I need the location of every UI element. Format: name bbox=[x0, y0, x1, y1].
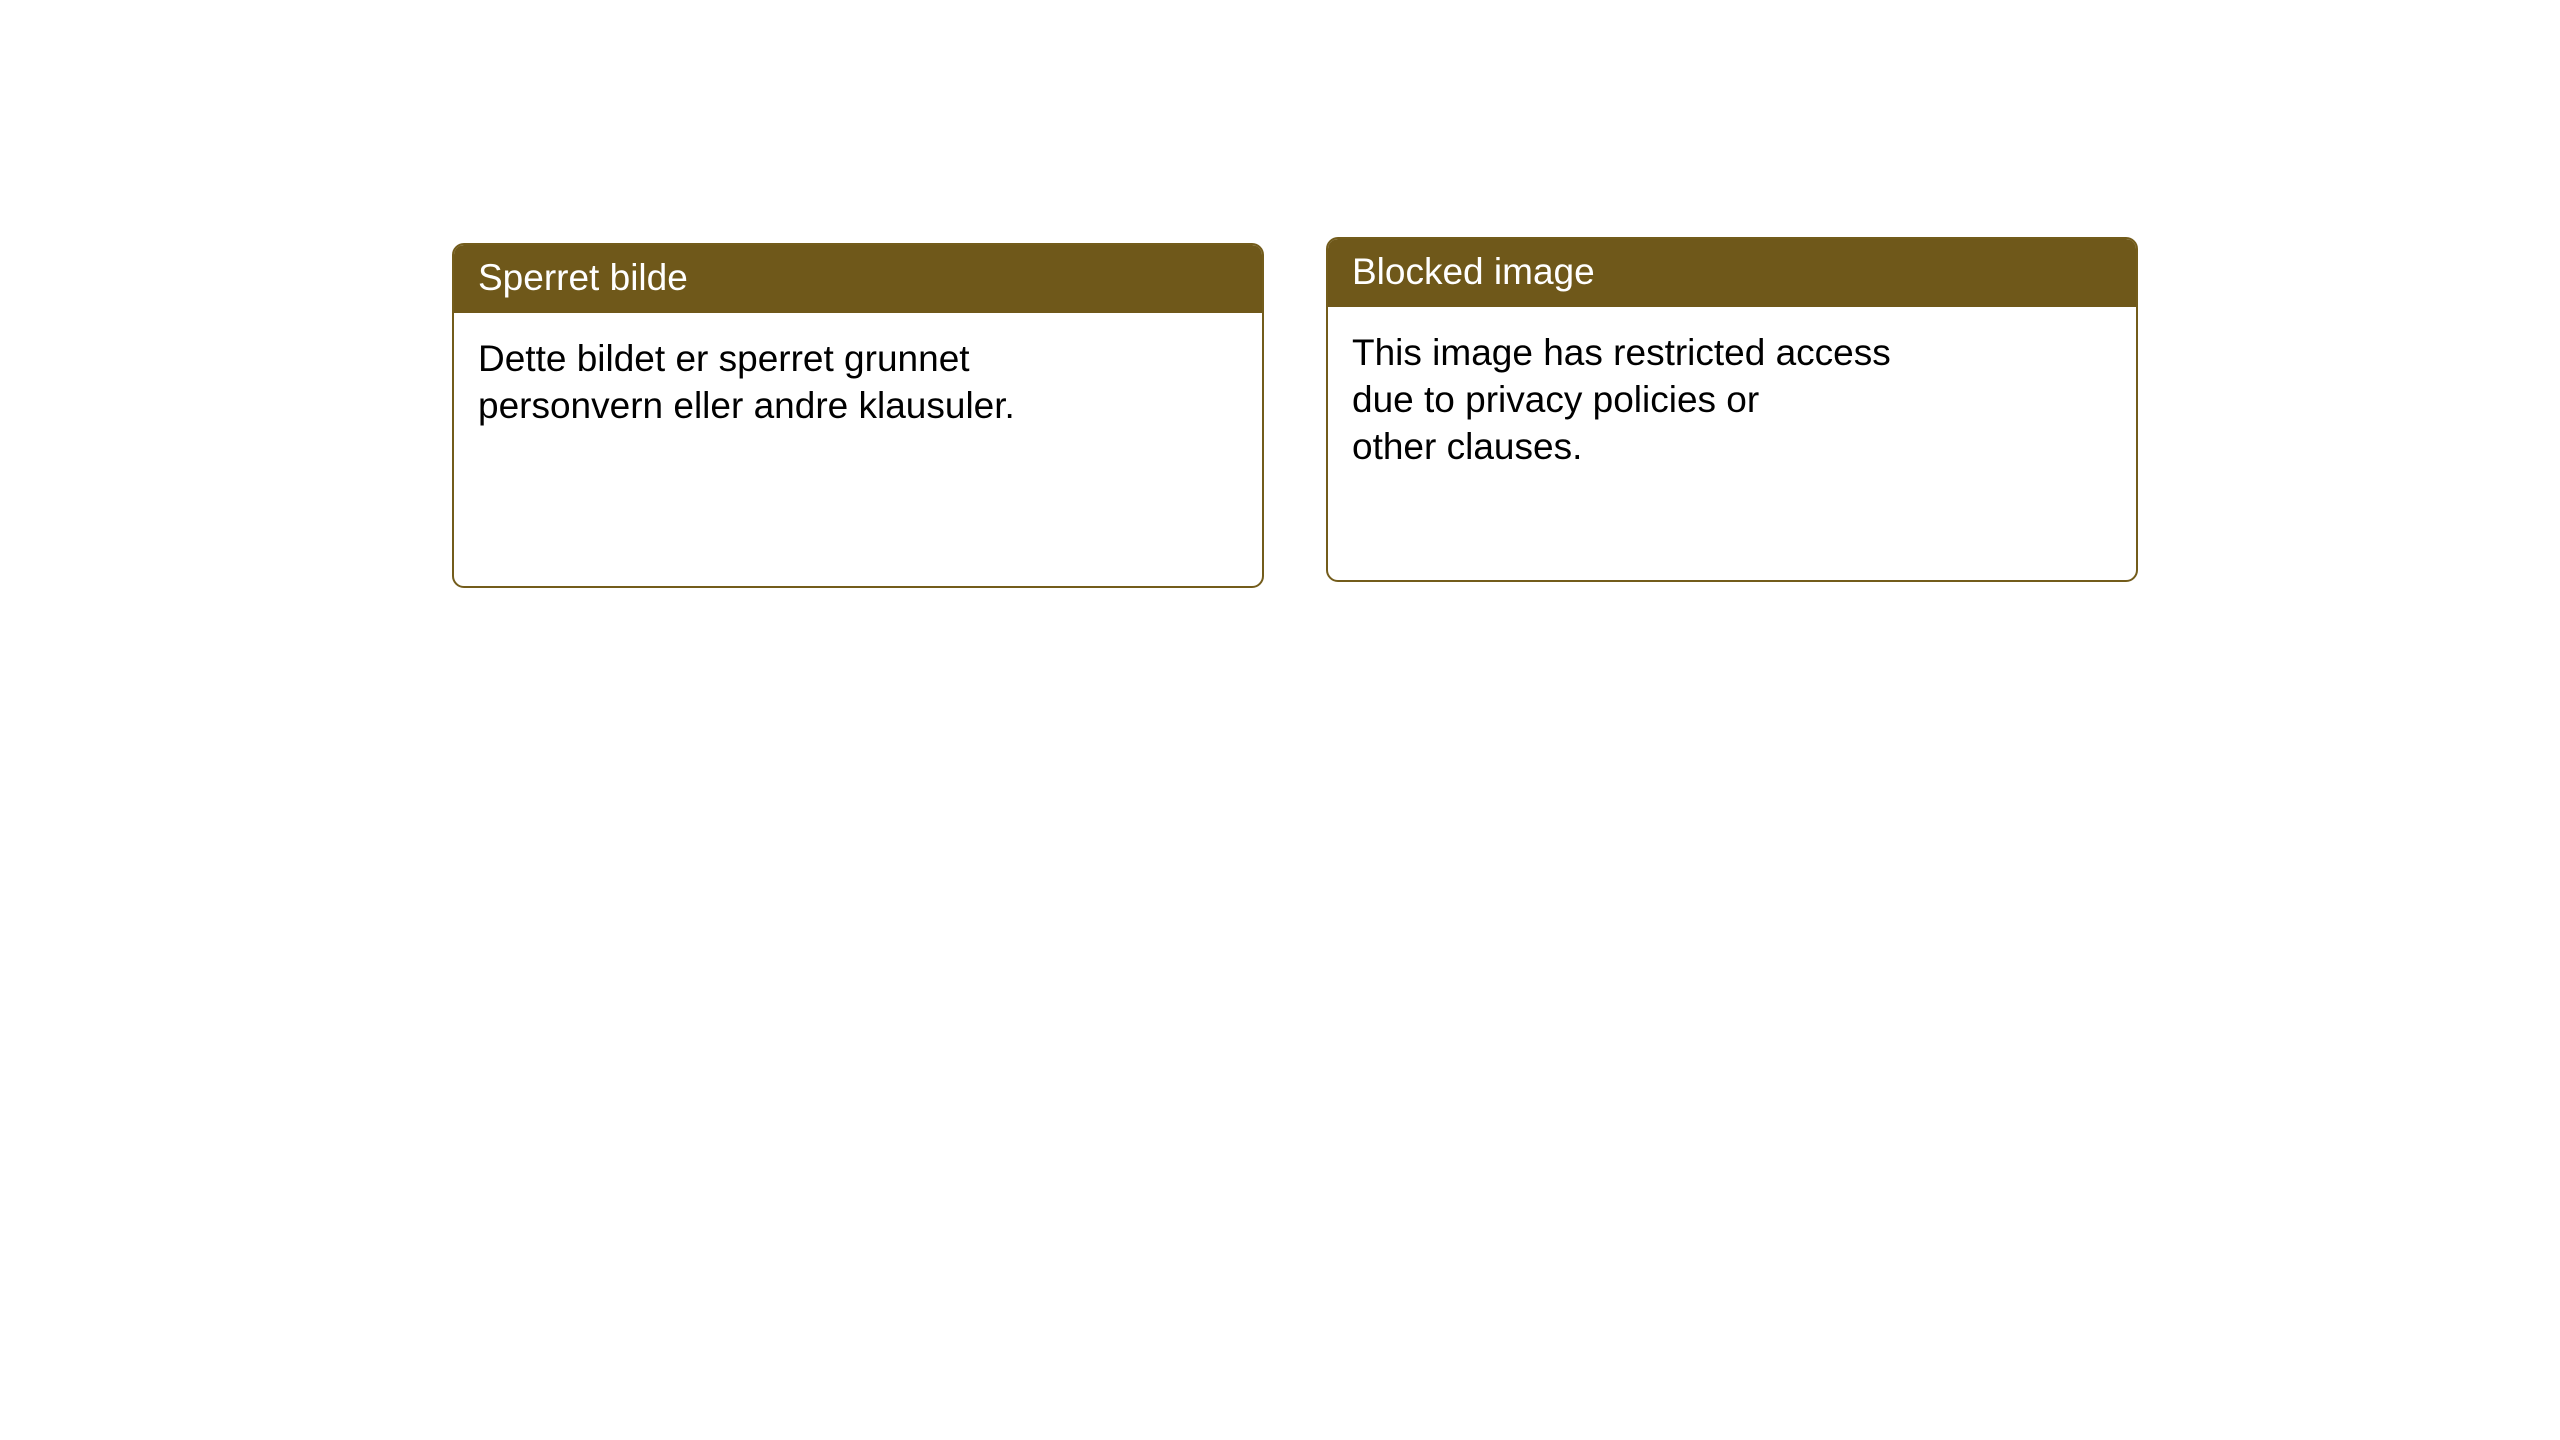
notice-title-no: Sperret bilde bbox=[454, 245, 1262, 313]
notice-body-line: Dette bildet er sperret grunnet bbox=[478, 337, 970, 379]
blocked-image-notice-no bbox=[452, 243, 1264, 588]
blocked-image-notice-en bbox=[1326, 237, 2138, 582]
notice-body-line: other clauses. bbox=[1352, 426, 1583, 468]
notice-body-line: personvern eller andre klausuler. bbox=[478, 385, 1015, 427]
notice-body-line: This image has restricted access bbox=[1352, 331, 1891, 373]
notice-body-en bbox=[1328, 307, 2136, 495]
notice-body-no bbox=[454, 313, 1262, 454]
notice-title-en: Blocked image bbox=[1328, 239, 2136, 307]
notice-body-line: due to privacy policies or bbox=[1352, 379, 1760, 421]
